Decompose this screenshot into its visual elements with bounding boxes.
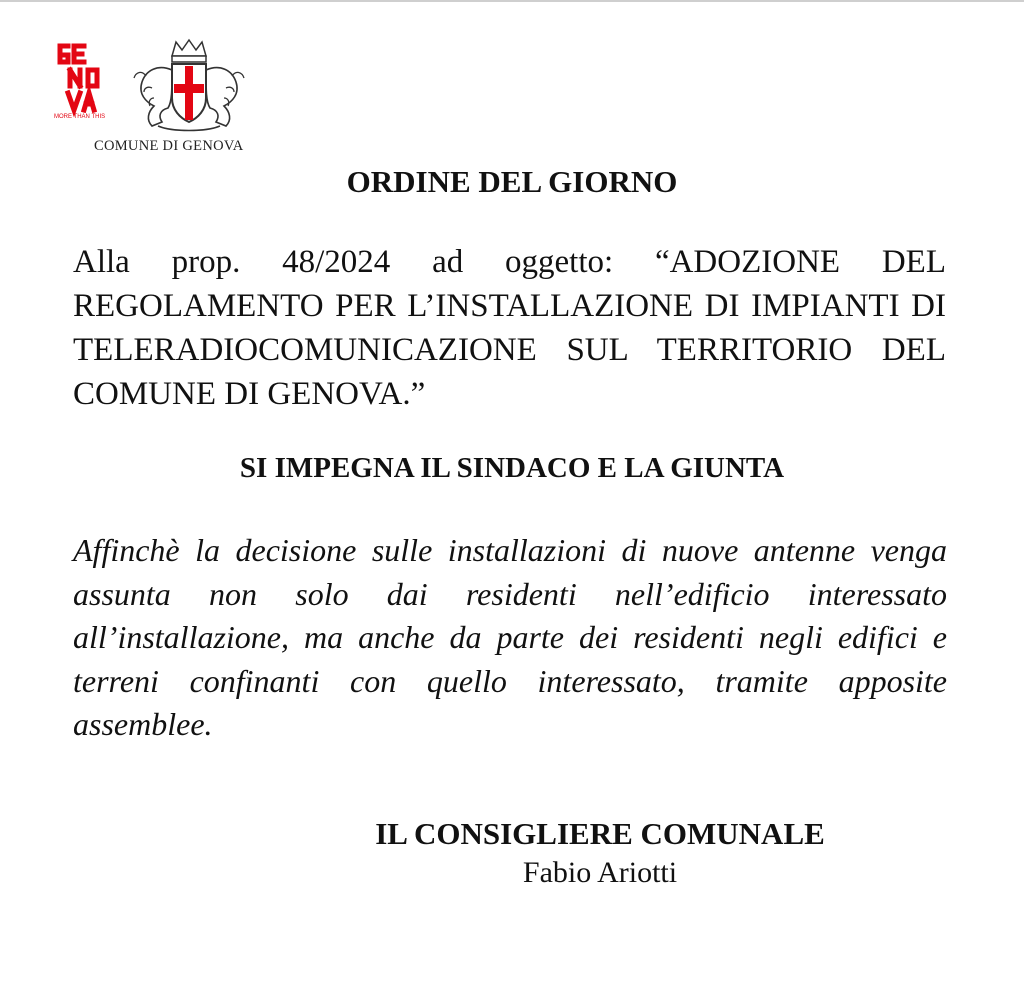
signatory-role: IL CONSIGLIERE COMUNALE — [375, 816, 825, 851]
genova-logo-icon — [54, 36, 134, 120]
comune-label: COMUNE DI GENOVA — [94, 138, 244, 154]
coat-of-arms-icon — [132, 36, 246, 134]
proposal-subject: Alla prop. 48/2024 ad oggetto: “ADOZIONE DEL REGOLAMENTO PER L’INSTALLAZIONE DI IMPIANTI DI TELERADIOCOMUNICAZIONE SUL TERRITORIO DEL COMUNE DI GENOVA.” — [73, 244, 946, 412]
commitment-heading: SI IMPEGNA IL SINDACO E LA GIUNTA — [239, 452, 785, 484]
request-text: Affinchè la decisione sulle installazioni di nuove antenne venga assunta non solo dai residenti nell’edificio interessato all’installazione, ma anche da parte dei residenti negli edifici e terreni confinanti con quello interessato, tramite apposite assemblee. — [73, 532, 947, 742]
letterhead — [54, 36, 274, 161]
top-border — [0, 0, 1024, 2]
document-title: ORDINE DEL GIORNO — [346, 164, 678, 199]
svg-text:MORE THAN THIS: MORE THAN THIS — [54, 114, 106, 120]
signature-block — [340, 814, 860, 892]
signatory-name: Fabio Ariotti — [522, 856, 678, 889]
